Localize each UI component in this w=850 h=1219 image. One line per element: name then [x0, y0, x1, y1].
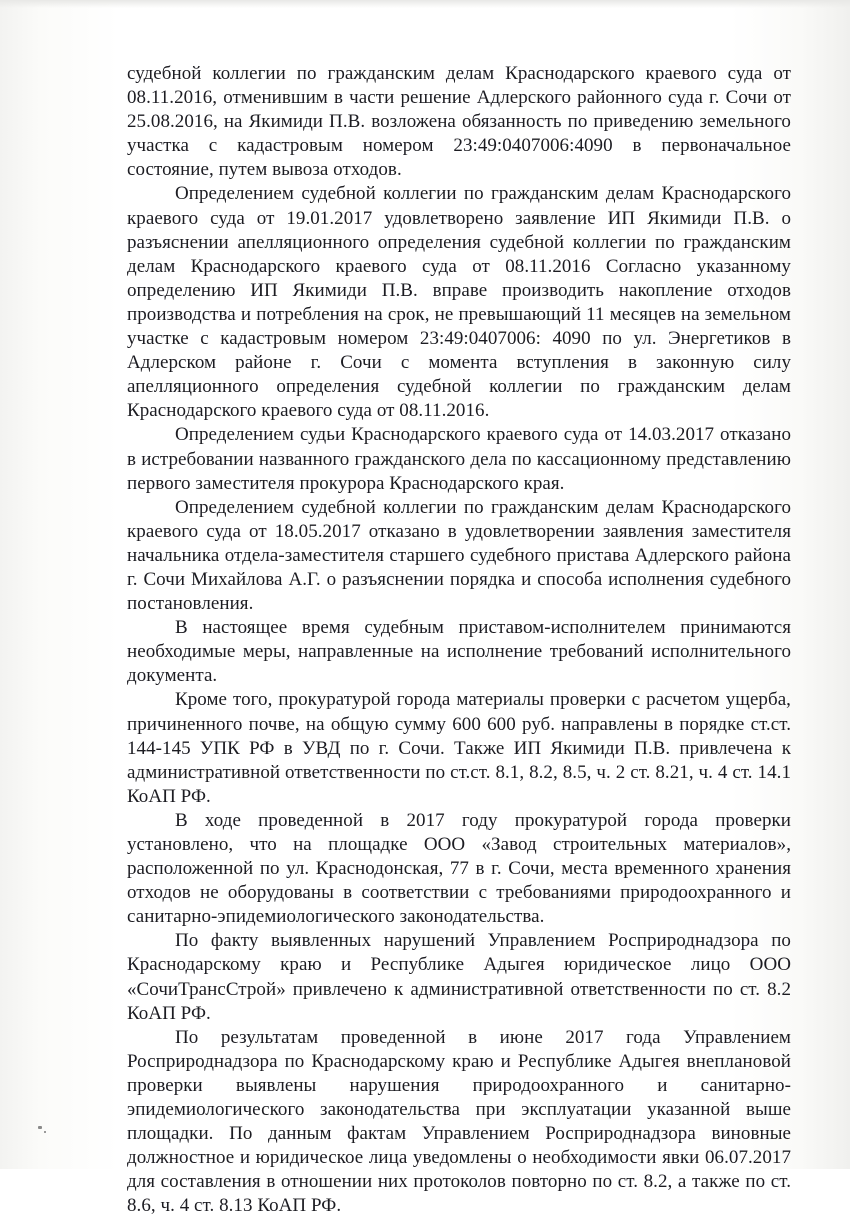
paragraph-damage-materials: Кроме того, прокуратурой города материалы проверки с расчетом ущерба, причиненного почве, на общую сумму 600 600 руб. направлены в порядке ст.ст. 144-145 УПК РФ в УВД по г. Сочи. Также ИП Якимиди П.В. привлечена к административной ответственности по ст.ст. 8.1, 8.2, 8.5, ч. 2 ст. 8.21, ч. 4 ст. 14.1 КоАП РФ.	[127, 689, 791, 807]
page-top-edge	[0, 0, 850, 8]
paragraph-violations-sochitransstroy: По факту выявленных нарушений Управлением Росприроднадзора по Краснодарскому краю и Республике Адыгея юридическое лицо ООО «СочиТрансСтрой» привлечено к административной ответственности по ст. 8.2 КоАП РФ.	[127, 930, 791, 1024]
scan-speck	[38, 1126, 42, 1129]
paragraph-continuation: судебной коллегии по гражданским делам Краснодарского краевого суда от 08.11.2016, отменившим в части решение Адлерского районного суда г. Сочи от 25.08.2016, на Якимиди П.В. возложена обязанность по приведению земельного участка с кадастровым номером 23:49:0407006:4090 в первоначальное состояние, путем вывоза отходов.	[127, 63, 791, 181]
paragraph-inspection-2017: В ходе проведенной в 2017 году прокуратурой города проверки установлено, что на площадке ООО «Завод строительных материалов», расположенной по ул. Краснодонская, 77 в г. Сочи, места временного хранения отходов не оборудованы в соответствии с требованиями природоохранного и санитарно-эпидемиологического законодательства.	[127, 809, 791, 928]
paragraph-ruling-19-01-2017: Определением судебной коллегии по гражданским делам Краснодарского краевого суда от 19.01.2017 удовлетворено заявление ИП Якимиди П.В. о разъяснении апелляционного определения судебной коллегии по гражданским делам Краснодарского краевого суда от 08.11.2016 Согласно указанному определению ИП Якимиди П.В. вправе производить накопление отходов производства и потребления на срок, не превышающий 11 месяцев на земельном участке с кадастровым номером 23:49:0407006: 4090 по ул. Энергетиков в Адлерском районе г. Сочи с момента вступления в законную силу апелляционного определения судебной коллегии по гражданским делам Краснодарского краевого суда от 08.11.2016.	[127, 183, 791, 422]
scan-speck	[44, 1131, 46, 1133]
paragraph-ruling-14-03-2017: Определением судьи Краснодарского краевого суда от 14.03.2017 отказано в истребовании названного гражданского дела по кассационному представлению первого заместителя прокурора Краснодарского края.	[127, 424, 791, 494]
document-body	[127, 62, 791, 1219]
paragraph-unscheduled-inspection: По результатам проведенной в июне 2017 года Управлением Росприроднадзора по Краснодарскому краю и Республике Адыгея внеплановой проверки выявлены нарушения природоохранного и санитарно-эпидемиологического законодательства при эксплуатации указанной выше площадки. По данным фактам Управлением Росприроднадзора виновные должностное и юридическое лица уведомлены о необходимости явки 06.07.2017 для составления в отношении них протоколов повторно по ст. 8.2, а также по ст. 8.6, ч. 4 ст. 8.13 КоАП РФ.	[127, 1026, 791, 1217]
paragraph-ruling-18-05-2017: Определением судебной коллегии по гражданским делам Краснодарского краевого суда от 18.05.2017 отказано в удовлетворении заявления заместителя начальника отдела-заместителя старшего судебного пристава Адлерского района г. Сочи Михайлова А.Г. о разъяснении порядка и способа исполнения судебного постановления.	[127, 496, 791, 615]
paragraph-bailiff-measures: В настоящее время судебным приставом-исполнителем принимаются необходимые меры, направленные на исполнение требований исполнительного документа.	[127, 617, 791, 687]
